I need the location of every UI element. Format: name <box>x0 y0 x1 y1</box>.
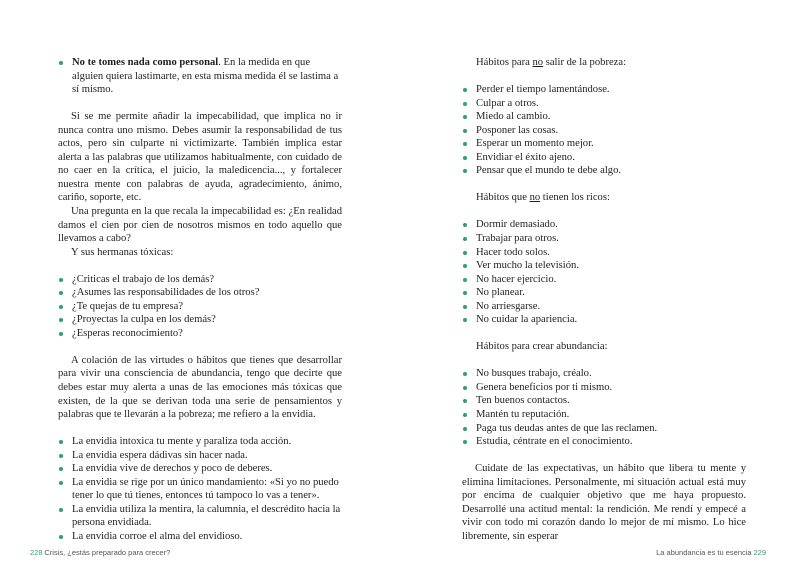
list-item: Miedo al cambio. <box>462 110 746 124</box>
list-item: Ver mucho la televisión. <box>462 259 746 273</box>
running-title: Crisis, ¿estás preparado para crecer? <box>44 548 171 557</box>
list-item-text: . En la medida en que alguien quiera lastimarte, en esta misma medida él se lastima a sí mismo. <box>72 57 339 96</box>
list-item: Perder el tiempo lamentándose. <box>462 83 746 97</box>
abundance-habits-list <box>462 367 746 448</box>
list-item: Mantén tu reputación. <box>462 408 746 422</box>
list-item: No arriesgarse. <box>462 300 746 314</box>
list-item: ¿Proyectas la culpa en los demás? <box>58 313 342 327</box>
section-heading <box>462 191 746 205</box>
poverty-habits-list <box>462 83 746 178</box>
list-item: No busques trabajo, créalo. <box>462 367 746 381</box>
list-item: Hacer todo solos. <box>462 246 746 260</box>
list-item: Trabajar para otros. <box>462 232 746 246</box>
section-heading <box>462 56 746 70</box>
list-item: Esperar un momento mejor. <box>462 137 746 151</box>
list-item: Dormir demasiado. <box>462 218 746 232</box>
rich-habits-list <box>462 218 746 326</box>
right-footer <box>656 548 766 557</box>
list-item: La envidia vive de derechos y poco de deberes. <box>58 462 342 476</box>
list-item: ¿Esperas reconocimiento? <box>58 327 342 341</box>
paragraph: Cuidate de las expectativas, un hábito que libera tu mente y elimina limitaciones. Personalmente, mi situación actual está muy por encima de cualquier objetivo que me haya propuesto. Desarrollé una actitud mental: la rendición. Me rendí y empecé a vivir con todo mi corazón dando lo mejor de mí mismo. Lo hice libremente, sin esperar <box>462 463 746 542</box>
heading-text: Hábitos para <box>476 57 533 68</box>
heading-text: salir de la pobreza: <box>543 57 627 68</box>
underlined-word: no <box>529 192 541 204</box>
paragraph: Y sus hermanas tóxicas: <box>71 246 174 258</box>
list-item: ¿Asumes las responsabilidades de los otros? <box>58 286 342 300</box>
list-item: La envidia se rige por un único mandamiento: «Si yo no puedo tener lo que tú tienes, entonces tú tampoco lo vas a tener». <box>58 476 342 503</box>
agreement-list <box>58 56 342 97</box>
left-page <box>58 56 342 544</box>
list-item: Genera beneficios por ti mismo. <box>462 381 746 395</box>
list-item: Estudia, céntrate en el conocimiento. <box>462 435 746 449</box>
paragraph: Si se me permite añadir la impecabilidad, que implica no ir nunca contra uno mismo. Debes asumir la responsabilidad de tus actos, pero sin culparte ni victimizarte. También implica estar alerta a las palabras que utilizamos habitualmente, con cuidado de no caer en la crítica, el juicio, la maledicencia..., y fortalecer nuestra mente con palabras de ayuda, agradecimiento, ánimo, cariño, soporte, etc. <box>58 111 342 204</box>
list-item: La envidia espera dádivas sin hacer nada. <box>58 449 342 463</box>
list-item: No hacer ejercicio. <box>462 273 746 287</box>
right-page <box>462 56 746 543</box>
list-item: Ten buenos contactos. <box>462 394 746 408</box>
list-item: No cuidar la apariencia. <box>462 313 746 327</box>
list-item: La envidia utiliza la mentira, la calumnia, el descrédito hacia la persona envidiada. <box>58 503 342 530</box>
list-item: La envidia intoxica tu mente y paraliza toda acción. <box>58 435 342 449</box>
list-item: Paga tus deudas antes de que las reclamen. <box>462 422 746 436</box>
list-item: La envidia corroe el alma del envidioso. <box>58 530 342 544</box>
paragraph: A colación de las virtudes o hábitos que tienes que desarrollar para vivir una consciencia de abundancia, tengo que decirte que debes estar muy alerta a unas de las emociones más tóxicas que existen, de la que se derivan toda una serie de pensamientos y palabras que te llevarán a la pobreza; me refiero a la envidia. <box>58 354 342 421</box>
list-item <box>58 56 342 97</box>
envy-list <box>58 435 342 543</box>
bold-lead: No te tomes nada como personal <box>72 57 219 68</box>
list-item: Culpar a otros. <box>462 97 746 111</box>
page-number: 228 <box>30 548 43 557</box>
left-footer <box>30 548 170 557</box>
list-item: ¿Criticas el trabajo de los demás? <box>58 273 342 287</box>
list-item: Pensar que el mundo te debe algo. <box>462 164 746 178</box>
section-heading: Hábitos para crear abundancia: <box>476 341 608 353</box>
paragraph: Una pregunta en la que recala la impecabilidad es: ¿En realidad damos el cien por cien de nosotros mismos en todo aquello que llevamos a cabo? <box>58 205 342 245</box>
underlined-word: no <box>532 57 544 68</box>
toxic-questions-list <box>58 273 342 341</box>
list-item: ¿Te quejas de tu empresa? <box>58 300 342 314</box>
list-item: Envidiar el éxito ajeno. <box>462 151 746 165</box>
page-number: 229 <box>753 548 766 557</box>
list-item: No planear. <box>462 286 746 300</box>
running-title: La abundancia es tu esencia <box>656 548 752 557</box>
heading-text: Hábitos que <box>476 192 530 204</box>
heading-text: tienen los ricos: <box>540 192 610 204</box>
list-item: Posponer las cosas. <box>462 124 746 138</box>
